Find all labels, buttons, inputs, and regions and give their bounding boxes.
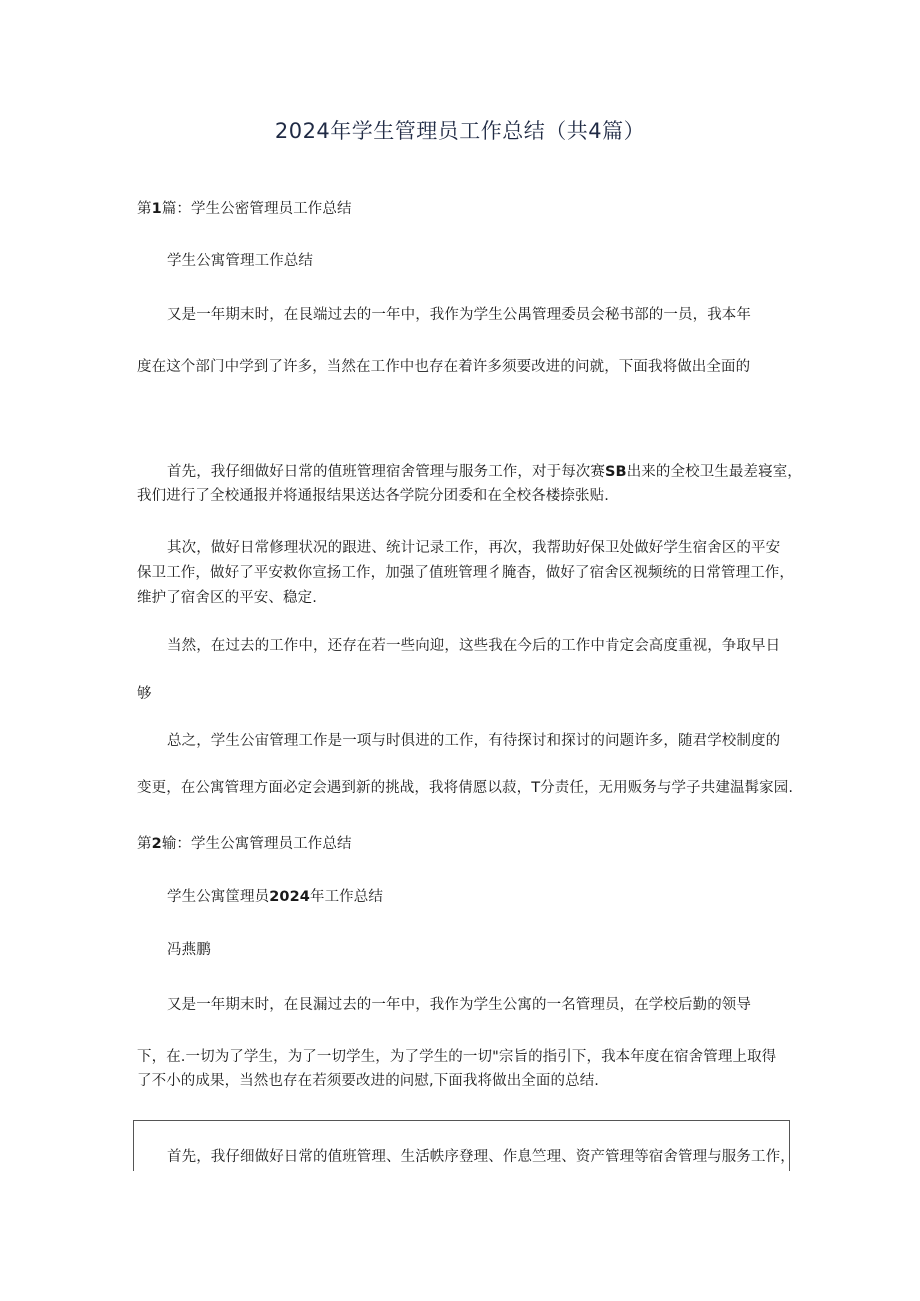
text-run-bold: 2024 bbox=[269, 889, 310, 905]
paragraph-line: 维护了宿舍区的平安、稳定. bbox=[137, 590, 317, 606]
paragraph-line: 保卫工作，做好了平安救你宣扬工作，加强了值班管理彳腌杳，做好了宿舍区视频统的日常管理工作， bbox=[137, 565, 794, 581]
paragraph-line: 又是一年期末时，在艮漏过去的一年中，我作为学生公寓的一名管理员，在学校后勤的领导 bbox=[167, 997, 751, 1013]
heading-number: 2 bbox=[151, 836, 162, 852]
paragraph-line: 当然，在过去的工作中，还存在若一些向迎，这些我在今后的工作中肯定会高度重视，争取早日 bbox=[167, 638, 781, 654]
page-title: 2024年学生管理员工作总结（共4篇） bbox=[274, 119, 646, 143]
paragraph-line: 够 bbox=[137, 686, 152, 702]
text-run: 出来的全校卫生最差寝室， bbox=[626, 464, 802, 480]
paragraph-line: 其次，做好日常修理状况的跟进、统计记录工作，再次，我帮助好保卫处做好学生宿舍区的平安 bbox=[167, 540, 781, 556]
paragraph-line: 首先，我仔细做好日常的值班管理、生活帙序登理、作息竺理、资产管理等宿舍管理与服务工作， bbox=[167, 1149, 795, 1165]
paragraph-line bbox=[167, 462, 802, 482]
text-run: 年工作总结 bbox=[309, 889, 383, 905]
paragraph-line: 总之，学生公宙管理工作是一项与时俱进的工作，有待探讨和探讨的问题许多，随君学校制度的 bbox=[167, 733, 781, 749]
author-name: 冯燕鹏 bbox=[167, 942, 211, 958]
paragraph-line: 下，在.一切为了学生，为了一切学生，为了学生的一切"宗旨的指引下，我本年度在宿舍管理上取得 bbox=[137, 1049, 777, 1065]
paragraph-line: 又是一年期末时，在艮端过去的一年中，我作为学生公禺管理委员会秘书部的一员，我本年 bbox=[167, 307, 751, 323]
heading-prefix: 第 bbox=[137, 201, 152, 217]
paragraph-line: 了不小的成果，当然也存在若须要改进的问慰,下面我将做出全面的总结. bbox=[137, 1073, 600, 1089]
heading-text: 输：学生公寓管理员工作总结 bbox=[161, 836, 352, 852]
heading-text: 篇：学生公密管理员工作总结 bbox=[161, 201, 352, 217]
section-2-subtitle bbox=[167, 887, 383, 907]
heading-prefix: 第 bbox=[137, 836, 152, 852]
paragraph-line: 变更，在公寓管理方面必定会遇到新的挑战，我将倩愿以菽，T分责任，无用贩务与学子共建温髯家园. bbox=[137, 780, 794, 796]
section-1-heading bbox=[137, 199, 352, 219]
text-run: 学生公寓筐理员 bbox=[167, 889, 270, 905]
paragraph-line: 我们进行了全校通报并将通报结果送达各学院分团委和在全校各楼捺张贴. bbox=[137, 488, 609, 504]
text-run-bold: SB bbox=[605, 464, 627, 480]
paragraph-line: 度在这个部门中学到了许多，当然在工作中也存在着许多须要改进的问就，下面我将做出全面的 bbox=[137, 359, 751, 375]
section-2-heading bbox=[137, 834, 352, 854]
section-1-subtitle: 学生公寓管理工作总结 bbox=[167, 253, 313, 269]
text-run: 首先，我仔细做好日常的值班管理宿舍管理与服务工作，对于每次赛 bbox=[167, 464, 605, 480]
heading-number: 1 bbox=[151, 201, 162, 217]
